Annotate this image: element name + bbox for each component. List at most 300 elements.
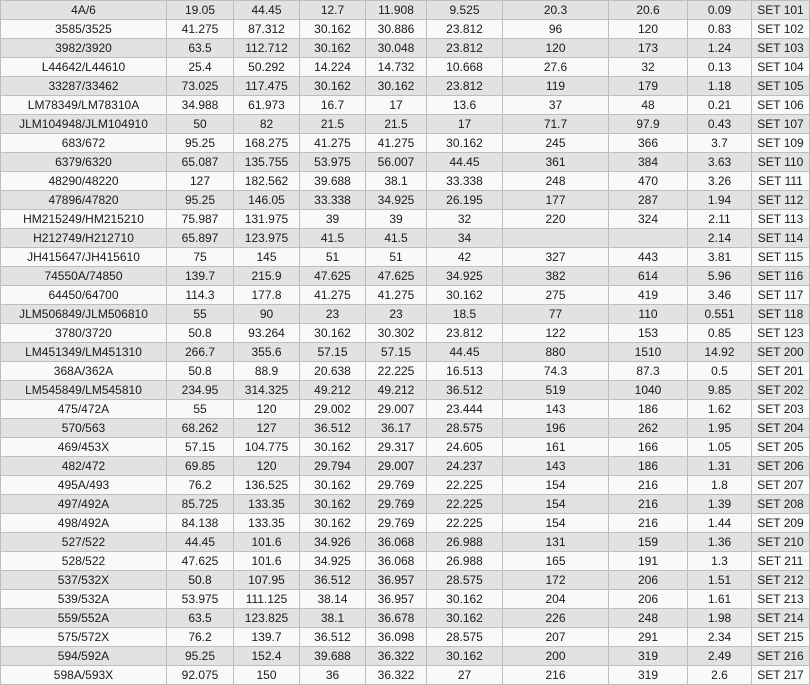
weight-cell: 1.51 — [688, 571, 752, 590]
set-code-cell: SET 103 — [752, 39, 810, 58]
weight-cell: 1.24 — [688, 39, 752, 58]
bore-cell: 50.8 — [167, 324, 234, 343]
width-c-cell: 17 — [366, 96, 427, 115]
width-t-cell: 33.338 — [427, 172, 503, 191]
part-number-cell: 539/532A — [1, 590, 167, 609]
weight-cell: 2.49 — [688, 647, 752, 666]
outer-diameter-cell: 133.35 — [234, 514, 300, 533]
outer-diameter-cell: 117.475 — [234, 77, 300, 96]
table-row — [1, 609, 810, 628]
set-code-cell: SET 211 — [752, 552, 810, 571]
width-b-cell: 41.5 — [300, 229, 366, 248]
dynamic-load-cell: 248 — [503, 172, 609, 191]
bore-cell: 234.95 — [167, 381, 234, 400]
static-load-cell: 159 — [609, 533, 688, 552]
width-b-cell: 29.794 — [300, 457, 366, 476]
table-row — [1, 229, 810, 248]
part-number-cell: 528/522 — [1, 552, 167, 571]
width-b-cell: 20.638 — [300, 362, 366, 381]
table-row — [1, 495, 810, 514]
width-t-cell: 30.162 — [427, 609, 503, 628]
set-code-cell: SET 203 — [752, 400, 810, 419]
weight-cell: 0.13 — [688, 58, 752, 77]
part-number-cell: 570/563 — [1, 419, 167, 438]
weight-cell: 2.6 — [688, 666, 752, 685]
set-code-cell: SET 118 — [752, 305, 810, 324]
bore-cell: 63.5 — [167, 609, 234, 628]
weight-cell: 1.31 — [688, 457, 752, 476]
part-number-cell: 3585/3525 — [1, 20, 167, 39]
part-number-cell: JLM104948/JLM104910 — [1, 115, 167, 134]
weight-cell: 1.62 — [688, 400, 752, 419]
table-row — [1, 77, 810, 96]
weight-cell: 2.14 — [688, 229, 752, 248]
outer-diameter-cell: 44.45 — [234, 1, 300, 20]
set-code-cell: SET 206 — [752, 457, 810, 476]
dynamic-load-cell: 880 — [503, 343, 609, 362]
part-number-cell: 64450/64700 — [1, 286, 167, 305]
part-number-cell: H212749/H212710 — [1, 229, 167, 248]
dynamic-load-cell: 220 — [503, 210, 609, 229]
set-code-cell: SET 115 — [752, 248, 810, 267]
width-b-cell: 30.162 — [300, 77, 366, 96]
outer-diameter-cell: 90 — [234, 305, 300, 324]
set-code-cell: SET 102 — [752, 20, 810, 39]
outer-diameter-cell: 168.275 — [234, 134, 300, 153]
width-b-cell: 36.512 — [300, 628, 366, 647]
width-t-cell: 34 — [427, 229, 503, 248]
bore-cell: 73.025 — [167, 77, 234, 96]
outer-diameter-cell: 93.264 — [234, 324, 300, 343]
set-code-cell: SET 116 — [752, 267, 810, 286]
outer-diameter-cell: 139.7 — [234, 628, 300, 647]
width-b-cell: 14.224 — [300, 58, 366, 77]
set-code-cell: SET 217 — [752, 666, 810, 685]
table-row — [1, 20, 810, 39]
table-row — [1, 552, 810, 571]
width-c-cell: 36.17 — [366, 419, 427, 438]
dynamic-load-cell: 122 — [503, 324, 609, 343]
dynamic-load-cell: 519 — [503, 381, 609, 400]
width-t-cell: 30.162 — [427, 647, 503, 666]
width-c-cell: 36.957 — [366, 571, 427, 590]
width-t-cell: 44.45 — [427, 153, 503, 172]
outer-diameter-cell: 123.825 — [234, 609, 300, 628]
outer-diameter-cell: 87.312 — [234, 20, 300, 39]
set-code-cell: SET 105 — [752, 77, 810, 96]
weight-cell: 0.5 — [688, 362, 752, 381]
width-c-cell: 22.225 — [366, 362, 427, 381]
bore-cell: 55 — [167, 400, 234, 419]
table-row — [1, 571, 810, 590]
width-b-cell: 39 — [300, 210, 366, 229]
dynamic-load-cell: 120 — [503, 39, 609, 58]
weight-cell: 1.36 — [688, 533, 752, 552]
width-t-cell: 26.988 — [427, 552, 503, 571]
width-t-cell: 22.225 — [427, 514, 503, 533]
table-row — [1, 647, 810, 666]
set-code-cell: SET 109 — [752, 134, 810, 153]
width-t-cell: 23.812 — [427, 39, 503, 58]
bore-cell: 50.8 — [167, 571, 234, 590]
table-row — [1, 476, 810, 495]
static-load-cell: 324 — [609, 210, 688, 229]
width-b-cell: 34.925 — [300, 552, 366, 571]
width-c-cell: 56.007 — [366, 153, 427, 172]
static-load-cell: 179 — [609, 77, 688, 96]
table-row — [1, 286, 810, 305]
static-load-cell: 291 — [609, 628, 688, 647]
bore-cell: 50.8 — [167, 362, 234, 381]
outer-diameter-cell: 88.9 — [234, 362, 300, 381]
width-c-cell: 41.275 — [366, 286, 427, 305]
width-b-cell: 39.688 — [300, 647, 366, 666]
static-load-cell: 191 — [609, 552, 688, 571]
bore-cell: 57.15 — [167, 438, 234, 457]
set-code-cell: SET 104 — [752, 58, 810, 77]
static-load-cell: 110 — [609, 305, 688, 324]
weight-cell: 1.98 — [688, 609, 752, 628]
table-row — [1, 1, 810, 20]
part-number-cell: 575/572X — [1, 628, 167, 647]
static-load-cell: 248 — [609, 609, 688, 628]
dynamic-load-cell: 37 — [503, 96, 609, 115]
set-code-cell: SET 112 — [752, 191, 810, 210]
dynamic-load-cell: 245 — [503, 134, 609, 153]
set-code-cell: SET 209 — [752, 514, 810, 533]
static-load-cell: 287 — [609, 191, 688, 210]
static-load-cell: 319 — [609, 666, 688, 685]
width-b-cell: 51 — [300, 248, 366, 267]
static-load-cell: 166 — [609, 438, 688, 457]
static-load-cell: 384 — [609, 153, 688, 172]
part-number-cell: 594/592A — [1, 647, 167, 666]
table-row — [1, 115, 810, 134]
width-t-cell: 30.162 — [427, 134, 503, 153]
static-load-cell — [609, 229, 688, 248]
outer-diameter-cell: 107.95 — [234, 571, 300, 590]
width-t-cell: 42 — [427, 248, 503, 267]
static-load-cell: 206 — [609, 590, 688, 609]
outer-diameter-cell: 146.05 — [234, 191, 300, 210]
weight-cell: 3.63 — [688, 153, 752, 172]
static-load-cell: 48 — [609, 96, 688, 115]
outer-diameter-cell: 152.4 — [234, 647, 300, 666]
width-t-cell: 22.225 — [427, 495, 503, 514]
weight-cell: 0.43 — [688, 115, 752, 134]
set-code-cell: SET 213 — [752, 590, 810, 609]
table-row — [1, 172, 810, 191]
part-number-cell: 475/472A — [1, 400, 167, 419]
width-t-cell: 28.575 — [427, 571, 503, 590]
width-c-cell: 29.317 — [366, 438, 427, 457]
bore-cell: 75.987 — [167, 210, 234, 229]
static-load-cell: 97.9 — [609, 115, 688, 134]
part-number-cell: L44642/L44610 — [1, 58, 167, 77]
width-t-cell: 23.812 — [427, 20, 503, 39]
width-t-cell: 36.512 — [427, 381, 503, 400]
outer-diameter-cell: 145 — [234, 248, 300, 267]
bore-cell: 76.2 — [167, 476, 234, 495]
width-t-cell: 28.575 — [427, 628, 503, 647]
dynamic-load-cell: 382 — [503, 267, 609, 286]
width-c-cell: 47.625 — [366, 267, 427, 286]
weight-cell: 3.7 — [688, 134, 752, 153]
width-t-cell: 22.225 — [427, 476, 503, 495]
table-row — [1, 438, 810, 457]
width-t-cell: 44.45 — [427, 343, 503, 362]
width-c-cell: 29.769 — [366, 476, 427, 495]
static-load-cell: 206 — [609, 571, 688, 590]
dynamic-load-cell: 327 — [503, 248, 609, 267]
width-b-cell: 38.1 — [300, 609, 366, 628]
width-c-cell: 30.886 — [366, 20, 427, 39]
outer-diameter-cell: 136.525 — [234, 476, 300, 495]
table-row — [1, 191, 810, 210]
static-load-cell: 216 — [609, 495, 688, 514]
part-number-cell: LM78349/LM78310A — [1, 96, 167, 115]
width-b-cell: 16.7 — [300, 96, 366, 115]
table-row — [1, 628, 810, 647]
static-load-cell: 173 — [609, 39, 688, 58]
outer-diameter-cell: 123.975 — [234, 229, 300, 248]
dynamic-load-cell: 177 — [503, 191, 609, 210]
set-code-cell: SET 216 — [752, 647, 810, 666]
bore-cell: 69.85 — [167, 457, 234, 476]
width-b-cell: 30.162 — [300, 324, 366, 343]
bore-cell: 84.138 — [167, 514, 234, 533]
set-code-cell: SET 113 — [752, 210, 810, 229]
width-b-cell: 53.975 — [300, 153, 366, 172]
width-b-cell: 21.5 — [300, 115, 366, 134]
set-code-cell: SET 215 — [752, 628, 810, 647]
outer-diameter-cell: 104.775 — [234, 438, 300, 457]
static-load-cell: 20.6 — [609, 1, 688, 20]
width-c-cell: 49.212 — [366, 381, 427, 400]
outer-diameter-cell: 182.562 — [234, 172, 300, 191]
outer-diameter-cell: 133.35 — [234, 495, 300, 514]
width-t-cell: 24.605 — [427, 438, 503, 457]
width-b-cell: 39.688 — [300, 172, 366, 191]
width-b-cell: 36.512 — [300, 571, 366, 590]
width-c-cell: 29.769 — [366, 495, 427, 514]
outer-diameter-cell: 61.973 — [234, 96, 300, 115]
table-row — [1, 533, 810, 552]
width-c-cell: 30.162 — [366, 77, 427, 96]
table-row — [1, 590, 810, 609]
width-b-cell: 12.7 — [300, 1, 366, 20]
bore-cell: 92.075 — [167, 666, 234, 685]
part-number-cell: 537/532X — [1, 571, 167, 590]
weight-cell: 0.85 — [688, 324, 752, 343]
width-t-cell: 23.444 — [427, 400, 503, 419]
width-t-cell: 13.6 — [427, 96, 503, 115]
dynamic-load-cell: 165 — [503, 552, 609, 571]
static-load-cell: 443 — [609, 248, 688, 267]
dynamic-load-cell: 96 — [503, 20, 609, 39]
part-number-cell: 482/472 — [1, 457, 167, 476]
width-c-cell: 21.5 — [366, 115, 427, 134]
width-c-cell: 14.732 — [366, 58, 427, 77]
width-b-cell: 36.512 — [300, 419, 366, 438]
bore-cell: 139.7 — [167, 267, 234, 286]
width-c-cell: 29.007 — [366, 400, 427, 419]
set-code-cell: SET 117 — [752, 286, 810, 305]
static-load-cell: 319 — [609, 647, 688, 666]
outer-diameter-cell: 127 — [234, 419, 300, 438]
table-row — [1, 267, 810, 286]
width-c-cell: 36.068 — [366, 552, 427, 571]
bore-cell: 266.7 — [167, 343, 234, 362]
dynamic-load-cell: 154 — [503, 514, 609, 533]
outer-diameter-cell: 101.6 — [234, 533, 300, 552]
width-c-cell: 41.5 — [366, 229, 427, 248]
static-load-cell: 366 — [609, 134, 688, 153]
weight-cell: 3.26 — [688, 172, 752, 191]
dynamic-load-cell: 71.7 — [503, 115, 609, 134]
weight-cell: 1.44 — [688, 514, 752, 533]
width-b-cell: 30.162 — [300, 39, 366, 58]
weight-cell: 1.94 — [688, 191, 752, 210]
set-code-cell: SET 201 — [752, 362, 810, 381]
set-code-cell: SET 111 — [752, 172, 810, 191]
bore-cell: 85.725 — [167, 495, 234, 514]
outer-diameter-cell: 120 — [234, 457, 300, 476]
table-row — [1, 343, 810, 362]
bore-cell: 63.5 — [167, 39, 234, 58]
width-t-cell: 32 — [427, 210, 503, 229]
dynamic-load-cell: 119 — [503, 77, 609, 96]
width-t-cell: 9.525 — [427, 1, 503, 20]
dynamic-load-cell: 361 — [503, 153, 609, 172]
width-c-cell: 29.007 — [366, 457, 427, 476]
width-t-cell: 27 — [427, 666, 503, 685]
bore-cell: 95.25 — [167, 134, 234, 153]
dynamic-load-cell: 77 — [503, 305, 609, 324]
outer-diameter-cell: 215.9 — [234, 267, 300, 286]
bore-cell: 19.05 — [167, 1, 234, 20]
table-body — [1, 1, 810, 685]
width-t-cell: 16.513 — [427, 362, 503, 381]
bore-cell: 25.4 — [167, 58, 234, 77]
bore-cell: 114.3 — [167, 286, 234, 305]
width-b-cell: 30.162 — [300, 476, 366, 495]
width-c-cell: 38.1 — [366, 172, 427, 191]
dynamic-load-cell: 216 — [503, 666, 609, 685]
dynamic-load-cell — [503, 229, 609, 248]
width-t-cell: 23.812 — [427, 324, 503, 343]
bore-cell: 76.2 — [167, 628, 234, 647]
width-c-cell: 30.048 — [366, 39, 427, 58]
width-t-cell: 18.5 — [427, 305, 503, 324]
static-load-cell: 120 — [609, 20, 688, 39]
bore-cell: 75 — [167, 248, 234, 267]
width-b-cell: 34.926 — [300, 533, 366, 552]
bore-cell: 47.625 — [167, 552, 234, 571]
bore-cell: 34.988 — [167, 96, 234, 115]
width-c-cell: 51 — [366, 248, 427, 267]
width-b-cell: 30.162 — [300, 438, 366, 457]
part-number-cell: JLM506849/JLM506810 — [1, 305, 167, 324]
set-code-cell: SET 101 — [752, 1, 810, 20]
width-t-cell: 26.195 — [427, 191, 503, 210]
weight-cell: 0.83 — [688, 20, 752, 39]
part-number-cell: 498/492A — [1, 514, 167, 533]
table-row — [1, 248, 810, 267]
width-c-cell: 36.098 — [366, 628, 427, 647]
dynamic-load-cell: 143 — [503, 457, 609, 476]
outer-diameter-cell: 120 — [234, 400, 300, 419]
weight-cell: 5.96 — [688, 267, 752, 286]
part-number-cell: 598A/593X — [1, 666, 167, 685]
set-code-cell: SET 212 — [752, 571, 810, 590]
width-t-cell: 23.812 — [427, 77, 503, 96]
static-load-cell: 419 — [609, 286, 688, 305]
table-row — [1, 153, 810, 172]
width-c-cell: 36.678 — [366, 609, 427, 628]
table-row — [1, 210, 810, 229]
weight-cell: 9.85 — [688, 381, 752, 400]
part-number-cell: 74550A/74850 — [1, 267, 167, 286]
table-row — [1, 96, 810, 115]
set-code-cell: SET 114 — [752, 229, 810, 248]
part-number-cell: HM215249/HM215210 — [1, 210, 167, 229]
static-load-cell: 186 — [609, 400, 688, 419]
width-b-cell: 41.275 — [300, 286, 366, 305]
bore-cell: 44.45 — [167, 533, 234, 552]
outer-diameter-cell: 135.755 — [234, 153, 300, 172]
weight-cell: 1.95 — [688, 419, 752, 438]
width-c-cell: 11.908 — [366, 1, 427, 20]
width-t-cell: 30.162 — [427, 590, 503, 609]
weight-cell: 1.61 — [688, 590, 752, 609]
part-number-cell: 469/453X — [1, 438, 167, 457]
set-code-cell: SET 205 — [752, 438, 810, 457]
width-c-cell: 57.15 — [366, 343, 427, 362]
dynamic-load-cell: 207 — [503, 628, 609, 647]
table-row — [1, 666, 810, 685]
dynamic-load-cell: 200 — [503, 647, 609, 666]
width-c-cell: 36.322 — [366, 666, 427, 685]
table-row — [1, 362, 810, 381]
dynamic-load-cell: 143 — [503, 400, 609, 419]
static-load-cell: 1040 — [609, 381, 688, 400]
table-row — [1, 514, 810, 533]
set-code-cell: SET 110 — [752, 153, 810, 172]
outer-diameter-cell: 82 — [234, 115, 300, 134]
bore-cell: 53.975 — [167, 590, 234, 609]
weight-cell: 1.18 — [688, 77, 752, 96]
set-code-cell: SET 214 — [752, 609, 810, 628]
set-code-cell: SET 106 — [752, 96, 810, 115]
static-load-cell: 262 — [609, 419, 688, 438]
outer-diameter-cell: 101.6 — [234, 552, 300, 571]
bore-cell: 95.25 — [167, 191, 234, 210]
table-row — [1, 419, 810, 438]
weight-cell: 3.81 — [688, 248, 752, 267]
static-load-cell: 153 — [609, 324, 688, 343]
dynamic-load-cell: 154 — [503, 495, 609, 514]
part-number-cell: JH415647/JH415610 — [1, 248, 167, 267]
part-number-cell: 47896/47820 — [1, 191, 167, 210]
width-b-cell: 47.625 — [300, 267, 366, 286]
width-t-cell: 10.668 — [427, 58, 503, 77]
part-number-cell: 527/522 — [1, 533, 167, 552]
bore-cell: 65.897 — [167, 229, 234, 248]
static-load-cell: 186 — [609, 457, 688, 476]
width-t-cell: 26.988 — [427, 533, 503, 552]
width-t-cell: 30.162 — [427, 286, 503, 305]
